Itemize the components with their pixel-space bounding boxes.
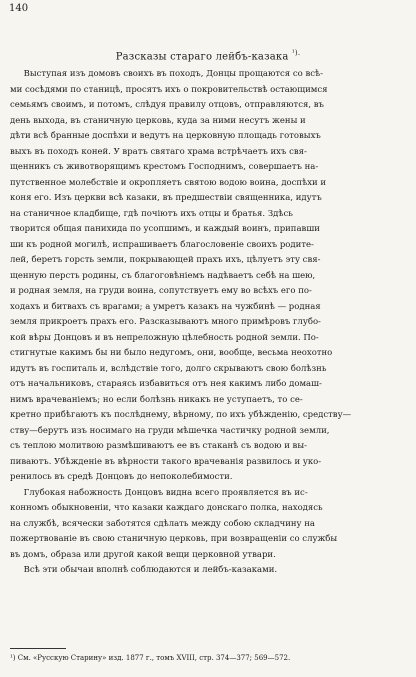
text-line: дѣти всѣ бранные доспѣхи и ведутъ на церковную площадь готовыхъ xyxy=(10,131,321,141)
text-line: кой вѣры Донцовъ и въ непреложную цѣлебность родной земли. По- xyxy=(10,332,319,343)
chapter-title-text: Разсказы стараго лейбъ-казака xyxy=(115,51,289,63)
footnote-marker: ¹). xyxy=(291,49,301,57)
text-line: ходахъ и битвахъ съ врагами; а умретъ казакъ на чужбинѣ — родная xyxy=(10,301,321,312)
text-line: конномъ обыкновеніи, что казаки каждаго донскаго полка, находясь xyxy=(10,503,323,513)
text-line: отъ начальниковъ, стараясь избавиться отъ нея какимъ либо домаш- xyxy=(10,379,322,389)
text-line: Выступая изъ домовъ своихъ въ походъ, Донцы прощаются со всѣ- xyxy=(23,69,323,79)
text-line: щенникъ съ животворящимъ крестомъ Господнимъ, совершаетъ на- xyxy=(10,162,319,172)
chapter-title xyxy=(0,47,416,63)
text-line: Всѣ эти обычаи вполнѣ соблюдаются и лейбъ-казаками. xyxy=(23,565,278,575)
text-line: на станичное кладбище, гдѣ почіютъ ихъ отцы и братья. Здѣсь xyxy=(10,208,293,219)
text-line: ренилось въ средѣ Донцовъ до непоколебимости. xyxy=(10,472,233,482)
text-line: семьямъ своимъ, и потомъ, слѣдуя правилу отцовъ, отправляются, въ xyxy=(10,100,324,110)
text-line: коня его. Изъ церкви всѣ казаки, въ предшествіи священника, идутъ xyxy=(10,193,322,203)
text-line: въ домъ, образа или другой какой вещи церковной утвари. xyxy=(10,549,276,560)
text-line: ми сосѣдями по станицѣ, просятъ ихъ о покровительствѣ остающимся xyxy=(10,84,328,95)
text-line: щенную персть родины, съ благоговѣніемъ надѣваетъ себѣ на шею, xyxy=(10,270,316,281)
footnote-divider xyxy=(10,648,66,649)
text-line: стигнутые какимъ бы ни было недугомъ, они, вообще, весьма неохотно xyxy=(10,348,333,358)
text-line: ству—берутъ изъ носимаго на груди мѣшечка частичку родной земли, xyxy=(10,425,330,436)
text-line: съ теплою молитвою размѣшиваютъ ее въ стаканѣ съ водою и вы- xyxy=(10,441,307,451)
body-text xyxy=(10,67,408,579)
text-line: пожертвованіе въ свою станичную церковь, при возвращеніи со службы xyxy=(10,534,338,544)
text-line: выхъ въ походъ коней. У вратъ святаго храма встрѣчаетъ ихъ свя- xyxy=(10,146,307,157)
text-line: Глубокая набожность Донцовъ видна всего проявляется въ ис- xyxy=(23,487,308,498)
page-number: 140 xyxy=(9,3,29,14)
text-line: и родная земля, на груди воина, сопутствуетъ ему во всѣхъ его по- xyxy=(10,286,312,296)
text-line: земля прикроетъ прахъ его. Разсказываютъ много примѣровъ глубо- xyxy=(10,317,321,327)
text-line: творится общая панихида по усопшимъ, и каждый воинъ, припавши xyxy=(10,224,320,234)
text-line: пиваютъ. Убѣжденіе въ вѣрности такого врачеванія развилось и уко- xyxy=(10,456,322,467)
text-line: нимъ врачеваніемъ; но если болѣзнь никакъ не уступаетъ, то се- xyxy=(10,394,303,405)
text-line: кретно прибѣгаютъ къ послѣднему, вѣрному, по ихъ убѣжденію, средству— xyxy=(10,410,352,420)
text-line: лей, беретъ горсть земли, покрывающей прахъ ихъ, цѣлуетъ эту свя- xyxy=(10,255,321,265)
text-line: ши къ родной могилѣ, испрашиваетъ благословеніе своихъ родите- xyxy=(10,239,314,250)
text-line: на службѣ, всячески заботятся сдѣлать между собою складчину на xyxy=(10,518,315,529)
text-line: идутъ въ госпиталь и, вслѣдствіе того, долго скрываютъ свою болѣзнь xyxy=(10,363,327,374)
text-line: путственное молебствіе и окропляетъ святою водою воина, доспѣхи и xyxy=(10,177,327,188)
footnote: ¹) См. «Русскую Старину» изд. 1877 г., томъ XVIII, стр. 374—377; 569—572. xyxy=(10,654,291,662)
text-line: день выхода, въ станичную церковь, куда за ними несутъ жены и xyxy=(10,115,306,126)
